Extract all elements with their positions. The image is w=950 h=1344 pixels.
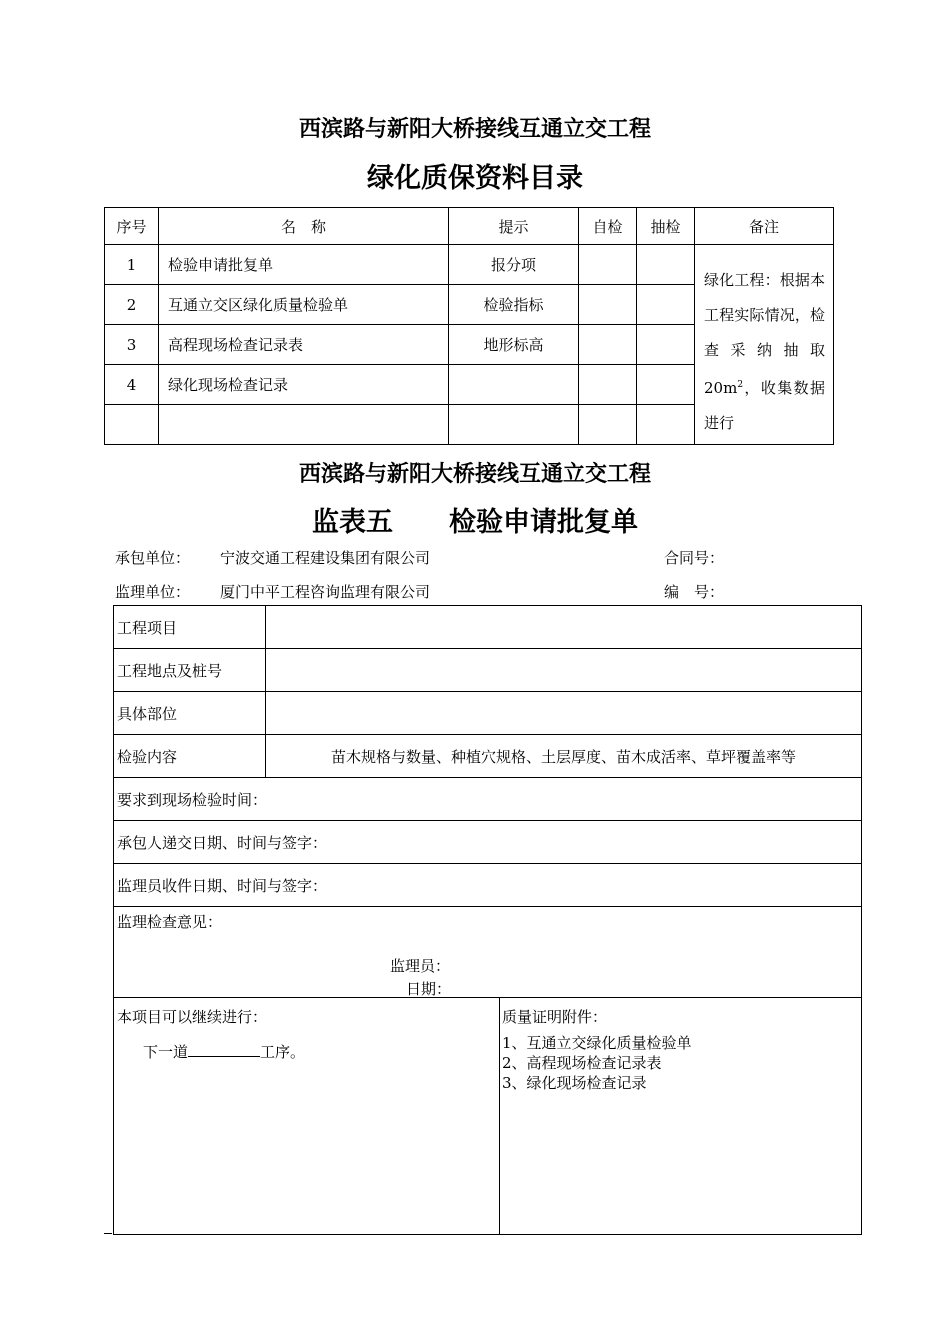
form-row xyxy=(114,864,862,907)
form-row xyxy=(114,907,862,998)
form-title: 监表五 检验申请批复单 xyxy=(312,507,638,538)
location-label: 工程地点及桩号 xyxy=(114,649,266,692)
next-step-blank[interactable] xyxy=(188,1042,260,1057)
form-row xyxy=(114,998,862,1235)
form-row xyxy=(114,735,862,778)
row-no xyxy=(105,405,159,445)
continue-cell xyxy=(114,998,500,1235)
date-label: 日期： xyxy=(406,980,452,998)
contractor-submit-label: 承包人递交日期、时间与签字： xyxy=(114,821,862,864)
header-name: 名 称 xyxy=(159,208,449,245)
form-row xyxy=(114,692,862,735)
project-title: 西滨路与新阳大桥接线互通立交工程 xyxy=(298,116,651,142)
attachments-label: 质量证明附件： xyxy=(502,1008,608,1026)
contractor-value: 宁波交通工程建设集团有限公司 xyxy=(220,549,431,567)
row-no: 3 xyxy=(105,325,159,365)
project-item-field[interactable] xyxy=(266,606,862,649)
location-field[interactable] xyxy=(266,649,862,692)
continue-label: 本项目可以继续进行： xyxy=(117,1008,268,1026)
part-field[interactable] xyxy=(266,692,862,735)
row-spot-check xyxy=(637,285,695,325)
row-name: 高程现场检查记录表 xyxy=(159,325,449,365)
row-hint: 地形标高 xyxy=(449,325,579,365)
row-no: 2 xyxy=(105,285,159,325)
row-name: 互通立交区绿化质量检验单 xyxy=(159,285,449,325)
row-name: 绿化现场检查记录 xyxy=(159,365,449,405)
row-spot-check xyxy=(637,405,695,445)
next-step-line: 下一道 工序。 xyxy=(143,1043,306,1061)
form-row xyxy=(114,778,862,821)
row-name xyxy=(159,405,449,445)
opinion-cell xyxy=(114,907,862,998)
row-name: 检验申请批复单 xyxy=(159,245,449,285)
row-self-check xyxy=(579,405,637,445)
header-remarks: 备注 xyxy=(695,208,834,245)
form-row xyxy=(114,821,862,864)
number-label: 编 号： xyxy=(664,583,725,601)
form-project-title: 西滨路与新阳大桥接线互通立交工程 xyxy=(298,461,651,487)
project-item-label: 工程项目 xyxy=(114,606,266,649)
attachments-list xyxy=(502,1033,861,1093)
row-spot-check xyxy=(637,365,695,405)
attachments-cell xyxy=(500,998,862,1235)
catalog-table xyxy=(104,207,834,445)
supervisor-label: 监理单位： xyxy=(115,583,191,601)
remarks-note: 绿化工程：根据本工程实际情况，检查采纳抽取 $20m^2$，收集数据进行 xyxy=(695,245,834,445)
contract-no-label: 合同号： xyxy=(664,549,725,567)
opinion-label: 监理检查意见： xyxy=(117,913,223,931)
header-no: 序号 xyxy=(105,208,159,245)
row-hint xyxy=(449,365,579,405)
page-margin-mark xyxy=(104,1233,112,1234)
row-hint: 检验指标 xyxy=(449,285,579,325)
list-item: 2、高程现场检查记录表 xyxy=(502,1054,662,1072)
supervisor-receive-label: 监理员收件日期、时间与签字： xyxy=(114,864,862,907)
row-spot-check xyxy=(637,245,695,285)
row-no: 1 xyxy=(105,245,159,285)
row-spot-check xyxy=(637,325,695,365)
part-label: 具体部位 xyxy=(114,692,266,735)
contractor-label: 承包单位： xyxy=(115,549,191,567)
row-hint xyxy=(449,405,579,445)
list-item: 3、绿化现场检查记录 xyxy=(502,1074,647,1092)
inspection-form xyxy=(113,605,862,1235)
row-self-check xyxy=(579,365,637,405)
inspect-label: 检验内容 xyxy=(114,735,266,778)
supervisor-sign-label: 监理员： xyxy=(390,957,451,975)
row-hint: 报分项 xyxy=(449,245,579,285)
supervisor-value: 厦门中平工程咨询监理有限公司 xyxy=(220,583,431,601)
form-row xyxy=(114,606,862,649)
table-row xyxy=(105,245,834,285)
row-no: 4 xyxy=(105,365,159,405)
row-self-check xyxy=(579,285,637,325)
row-self-check xyxy=(579,245,637,285)
list-item: 1、互通立交绿化质量检验单 xyxy=(502,1034,692,1052)
catalog-header-row xyxy=(105,208,834,245)
inspect-value: 苗木规格与数量、种植穴规格、土层厚度、苗木成活率、草坪覆盖率等 xyxy=(266,735,862,778)
header-hint: 提示 xyxy=(449,208,579,245)
form-row xyxy=(114,649,862,692)
row-self-check xyxy=(579,325,637,365)
header-self-check: 自检 xyxy=(579,208,637,245)
catalog-title: 绿化质保资料目录 xyxy=(367,163,583,194)
request-time-label: 要求到现场检验时间： xyxy=(114,778,862,821)
header-spot-check: 抽检 xyxy=(637,208,695,245)
